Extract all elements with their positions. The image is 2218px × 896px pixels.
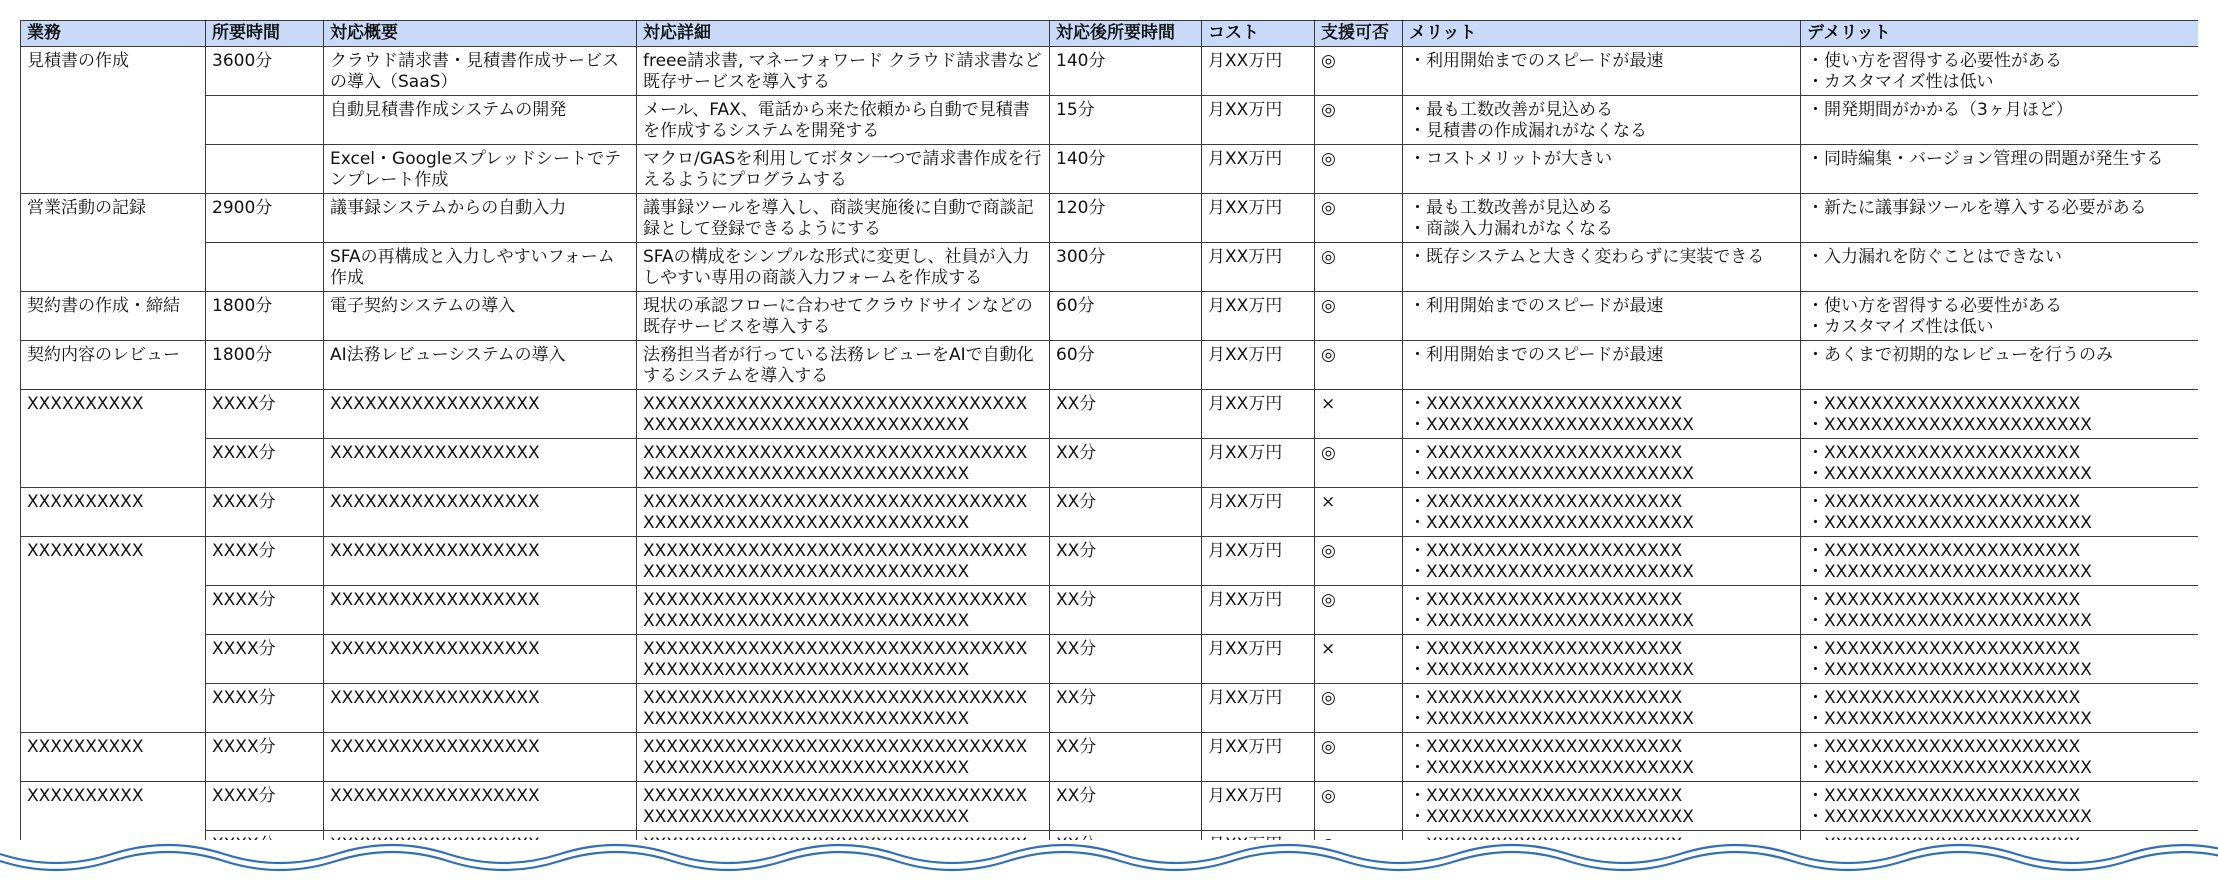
task-cell[interactable]: XXXXXXXXXX bbox=[21, 537, 206, 733]
demerit-cell[interactable]: ・開発期間がかかる（3ヶ月ほど） bbox=[1801, 96, 2199, 145]
merit-cell[interactable]: ・最も工数改善が見込める ・見積書の作成漏れがなくなる bbox=[1403, 96, 1801, 145]
demerit-cell[interactable]: ・新たに議事録ツールを導入する必要がある bbox=[1801, 194, 2199, 243]
cost-cell[interactable]: 月XX万円 bbox=[1202, 292, 1315, 341]
torn-edge-wave bbox=[0, 840, 2218, 896]
table-row bbox=[21, 782, 2199, 831]
summary-cell[interactable]: XXXXXXXXXXXXXXXXXX bbox=[324, 635, 637, 684]
detail-cell[interactable]: XXXXXXXXXXXXXXXXXXXXXXXXXXXXXXXXX XXXXXXXXXXXXXXXXXXXXXXXXXXXX bbox=[637, 390, 1050, 439]
detail-cell[interactable]: XXXXXXXXXXXXXXXXXXXXXXXXXXXXXXXXX XXXXXXXXXXXXXXXXXXXXXXXXXXXX bbox=[637, 439, 1050, 488]
summary-cell[interactable]: XXXXXXXXXXXXXXXXXX bbox=[324, 390, 637, 439]
table-row bbox=[21, 733, 2199, 782]
time-cell[interactable]: XXXX分 bbox=[206, 782, 324, 831]
cost-cell[interactable]: 月XX万円 bbox=[1202, 635, 1315, 684]
demerit-cell[interactable]: ・XXXXXXXXXXXXXXXXXXXXXX ・XXXXXXXXXXXXXXXXXXXXXXX bbox=[1801, 782, 2199, 831]
support-cell[interactable]: ◎ bbox=[1315, 292, 1403, 341]
detail-cell[interactable]: メール、FAX、電話から来た依頼から自動で見積書を作成するシステムを開発する bbox=[637, 96, 1050, 145]
time-cell[interactable]: XXXX分 bbox=[206, 390, 324, 439]
cost-cell[interactable]: 月XX万円 bbox=[1202, 96, 1315, 145]
summary-cell[interactable]: クラウド請求書・見積書作成サービスの導入（SaaS） bbox=[324, 47, 637, 96]
detail-cell[interactable]: XXXXXXXXXXXXXXXXXXXXXXXXXXXXXXXXX XXXXXXXXXXXXXXXXXXXXXXXXXXXX bbox=[637, 488, 1050, 537]
after-time-cell[interactable]: XX分 bbox=[1050, 488, 1202, 537]
time-cell[interactable]: XXXX分 bbox=[206, 733, 324, 782]
merit-cell[interactable]: ・最も工数改善が見込める ・商談入力漏れがなくなる bbox=[1403, 194, 1801, 243]
detail-cell[interactable]: SFAの構成をシンプルな形式に変更し、社員が入力しやすい専用の商談入力フォームを作成する bbox=[637, 243, 1050, 292]
table-row bbox=[21, 341, 2199, 390]
table-row bbox=[21, 684, 2199, 733]
cost-cell[interactable]: 月XX万円 bbox=[1202, 194, 1315, 243]
header-cell: 対応詳細 bbox=[637, 21, 1050, 47]
cost-cell[interactable]: 月XX万円 bbox=[1202, 782, 1315, 831]
table-row bbox=[21, 194, 2199, 243]
header-cell: 支援可否 bbox=[1315, 21, 1403, 47]
detail-cell[interactable]: マクロ/GASを利用してボタン一つで請求書作成を行えるようにプログラムする bbox=[637, 145, 1050, 194]
task-cell[interactable]: XXXXXXXXXX bbox=[21, 390, 206, 488]
after-time-cell[interactable]: 60分 bbox=[1050, 341, 1202, 390]
merit-cell[interactable]: ・XXXXXXXXXXXXXXXXXXXXXX ・XXXXXXXXXXXXXXXXXXXXXXX bbox=[1403, 782, 1801, 831]
demerit-cell[interactable]: ・XXXXXXXXXXXXXXXXXXXXXX ・XXXXXXXXXXXXXXXXXXXXXXX bbox=[1801, 586, 2199, 635]
header-cell: メリット bbox=[1403, 21, 1801, 47]
time-cell[interactable]: 2900分 bbox=[206, 194, 324, 243]
demerit-cell[interactable]: ・あくまで初期的なレビューを行うのみ bbox=[1801, 341, 2199, 390]
spreadsheet-table-area bbox=[20, 20, 2198, 855]
time-cell[interactable]: XXXX分 bbox=[206, 537, 324, 586]
support-cell[interactable]: ◎ bbox=[1315, 537, 1403, 586]
detail-cell[interactable]: 法務担当者が行っている法務レビューをAIで自動化するシステムを導入する bbox=[637, 341, 1050, 390]
summary-cell[interactable]: AI法務レビューシステムの導入 bbox=[324, 341, 637, 390]
table-row bbox=[21, 439, 2199, 488]
merit-cell[interactable]: ・XXXXXXXXXXXXXXXXXXXXXX ・XXXXXXXXXXXXXXXXXXXXXXX bbox=[1403, 439, 1801, 488]
after-time-cell[interactable]: 60分 bbox=[1050, 292, 1202, 341]
support-cell[interactable]: ◎ bbox=[1315, 145, 1403, 194]
cost-cell[interactable]: 月XX万円 bbox=[1202, 47, 1315, 96]
detail-cell[interactable]: XXXXXXXXXXXXXXXXXXXXXXXXXXXXXXXXX XXXXXXXXXXXXXXXXXXXXXXXXXXXX bbox=[637, 537, 1050, 586]
after-time-cell[interactable]: 140分 bbox=[1050, 47, 1202, 96]
after-time-cell[interactable]: XX分 bbox=[1050, 684, 1202, 733]
cost-cell[interactable]: 月XX万円 bbox=[1202, 684, 1315, 733]
summary-cell[interactable]: XXXXXXXXXXXXXXXXXX bbox=[324, 733, 637, 782]
summary-cell[interactable]: XXXXXXXXXXXXXXXXXX bbox=[324, 586, 637, 635]
merit-cell[interactable]: ・利用開始までのスピードが最速 bbox=[1403, 341, 1801, 390]
task-cell[interactable]: XXXXXXXXXX bbox=[21, 782, 206, 856]
demerit-cell[interactable]: ・XXXXXXXXXXXXXXXXXXXXXX ・XXXXXXXXXXXXXXXXXXXXXXX bbox=[1801, 439, 2199, 488]
task-cell[interactable]: XXXXXXXXXX bbox=[21, 733, 206, 782]
table-row bbox=[21, 390, 2199, 439]
after-time-cell[interactable]: 120分 bbox=[1050, 194, 1202, 243]
table-row bbox=[21, 537, 2199, 586]
time-cell[interactable]: XXXX分 bbox=[206, 635, 324, 684]
support-cell[interactable]: ◎ bbox=[1315, 684, 1403, 733]
time-cell[interactable] bbox=[206, 145, 324, 194]
after-time-cell[interactable]: XX分 bbox=[1050, 439, 1202, 488]
cost-cell[interactable]: 月XX万円 bbox=[1202, 341, 1315, 390]
after-time-cell[interactable]: 300分 bbox=[1050, 243, 1202, 292]
support-cell[interactable]: ◎ bbox=[1315, 586, 1403, 635]
merit-cell[interactable]: ・コストメリットが大きい bbox=[1403, 145, 1801, 194]
demerit-cell[interactable]: ・同時編集・バージョン管理の問題が発生する bbox=[1801, 145, 2199, 194]
cost-cell[interactable]: 月XX万円 bbox=[1202, 488, 1315, 537]
header-cell: デメリット bbox=[1801, 21, 2199, 47]
demerit-cell[interactable]: ・XXXXXXXXXXXXXXXXXXXXXX ・XXXXXXXXXXXXXXXXXXXXXXX bbox=[1801, 390, 2199, 439]
cost-cell[interactable]: 月XX万円 bbox=[1202, 537, 1315, 586]
header-cell: 対応概要 bbox=[324, 21, 637, 47]
merit-cell[interactable]: ・XXXXXXXXXXXXXXXXXXXXXX ・XXXXXXXXXXXXXXXXXXXXXXX bbox=[1403, 733, 1801, 782]
cost-cell[interactable]: 月XX万円 bbox=[1202, 733, 1315, 782]
table-row bbox=[21, 96, 2199, 145]
cost-cell[interactable]: 月XX万円 bbox=[1202, 439, 1315, 488]
summary-cell[interactable]: XXXXXXXXXXXXXXXXXX bbox=[324, 782, 637, 831]
time-cell[interactable]: 1800分 bbox=[206, 292, 324, 341]
support-cell[interactable]: ◎ bbox=[1315, 782, 1403, 831]
table-row bbox=[21, 488, 2199, 537]
table-body bbox=[21, 47, 2199, 856]
summary-cell[interactable]: XXXXXXXXXXXXXXXXXX bbox=[324, 537, 637, 586]
demerit-cell[interactable]: ・入力漏れを防ぐことはできない bbox=[1801, 243, 2199, 292]
cost-cell[interactable]: 月XX万円 bbox=[1202, 243, 1315, 292]
detail-cell[interactable]: freee請求書, マネーフォワード クラウド請求書など既存サービスを導入する bbox=[637, 47, 1050, 96]
detail-cell[interactable]: 現状の承認フローに合わせてクラウドサインなどの既存サービスを導入する bbox=[637, 292, 1050, 341]
support-cell[interactable]: ◎ bbox=[1315, 733, 1403, 782]
task-cell[interactable]: 見積書の作成 bbox=[21, 47, 206, 194]
time-cell[interactable] bbox=[206, 96, 324, 145]
table-row bbox=[21, 243, 2199, 292]
table-row bbox=[21, 47, 2199, 96]
demerit-cell[interactable]: ・使い方を習得する必要性がある ・カスタマイズ性は低い bbox=[1801, 47, 2199, 96]
merit-cell[interactable]: ・XXXXXXXXXXXXXXXXXXXXXX ・XXXXXXXXXXXXXXXXXXXXXXX bbox=[1403, 390, 1801, 439]
merit-cell[interactable]: ・既存システムと大きく変わらずに実装できる bbox=[1403, 243, 1801, 292]
after-time-cell[interactable]: XX分 bbox=[1050, 733, 1202, 782]
support-cell[interactable]: ◎ bbox=[1315, 194, 1403, 243]
demerit-cell[interactable]: ・XXXXXXXXXXXXXXXXXXXXXX ・XXXXXXXXXXXXXXXXXXXXXXX bbox=[1801, 488, 2199, 537]
support-cell[interactable]: × bbox=[1315, 390, 1403, 439]
table-row bbox=[21, 586, 2199, 635]
after-time-cell[interactable]: 140分 bbox=[1050, 145, 1202, 194]
merit-cell[interactable]: ・XXXXXXXXXXXXXXXXXXXXXX ・XXXXXXXXXXXXXXXXXXXXXXX bbox=[1403, 537, 1801, 586]
merit-cell[interactable]: ・XXXXXXXXXXXXXXXXXXXXXX ・XXXXXXXXXXXXXXXXXXXXXXX bbox=[1403, 684, 1801, 733]
support-cell[interactable]: × bbox=[1315, 635, 1403, 684]
merit-cell[interactable]: ・XXXXXXXXXXXXXXXXXXXXXX ・XXXXXXXXXXXXXXXXXXXXXXX bbox=[1403, 488, 1801, 537]
task-cell[interactable]: 契約内容のレビュー bbox=[21, 341, 206, 390]
time-cell[interactable]: XXXX分 bbox=[206, 439, 324, 488]
after-time-cell[interactable]: XX分 bbox=[1050, 635, 1202, 684]
support-cell[interactable]: ◎ bbox=[1315, 243, 1403, 292]
time-cell[interactable]: 1800分 bbox=[206, 341, 324, 390]
detail-cell[interactable]: XXXXXXXXXXXXXXXXXXXXXXXXXXXXXXXXX XXXXXXXXXXXXXXXXXXXXXXXXXXXX bbox=[637, 684, 1050, 733]
table-row bbox=[21, 292, 2199, 341]
summary-cell[interactable]: XXXXXXXXXXXXXXXXXX bbox=[324, 684, 637, 733]
support-cell[interactable]: ◎ bbox=[1315, 341, 1403, 390]
detail-cell[interactable]: XXXXXXXXXXXXXXXXXXXXXXXXXXXXXXXXX XXXXXXXXXXXXXXXXXXXXXXXXXXXX bbox=[637, 586, 1050, 635]
support-cell[interactable]: ◎ bbox=[1315, 47, 1403, 96]
detail-cell[interactable]: 議事録ツールを導入し、商談実施後に自動で商談記録として登録できるようにする bbox=[637, 194, 1050, 243]
demerit-cell[interactable]: ・XXXXXXXXXXXXXXXXXXXXXX ・XXXXXXXXXXXXXXXXXXXXXXX bbox=[1801, 733, 2199, 782]
demerit-cell[interactable]: ・XXXXXXXXXXXXXXXXXXXXXX ・XXXXXXXXXXXXXXXXXXXXXXX bbox=[1801, 537, 2199, 586]
merit-cell[interactable]: ・XXXXXXXXXXXXXXXXXXXXXX ・XXXXXXXXXXXXXXXXXXXXXXX bbox=[1403, 586, 1801, 635]
table-row bbox=[21, 145, 2199, 194]
time-cell[interactable]: XXXX分 bbox=[206, 684, 324, 733]
summary-cell[interactable]: 自動見積書作成システムの開発 bbox=[324, 96, 637, 145]
task-comparison-table bbox=[20, 20, 2198, 855]
summary-cell[interactable]: 議事録システムからの自動入力 bbox=[324, 194, 637, 243]
support-cell[interactable]: × bbox=[1315, 488, 1403, 537]
detail-cell[interactable]: XXXXXXXXXXXXXXXXXXXXXXXXXXXXXXXXX XXXXXXXXXXXXXXXXXXXXXXXXXXXX bbox=[637, 733, 1050, 782]
demerit-cell[interactable]: ・XXXXXXXXXXXXXXXXXXXXXX ・XXXXXXXXXXXXXXXXXXXXXXX bbox=[1801, 684, 2199, 733]
support-cell[interactable]: ◎ bbox=[1315, 439, 1403, 488]
summary-cell[interactable]: SFAの再構成と入力しやすいフォーム作成 bbox=[324, 243, 637, 292]
merit-cell[interactable]: ・XXXXXXXXXXXXXXXXXXXXXX ・XXXXXXXXXXXXXXXXXXXXXXX bbox=[1403, 635, 1801, 684]
summary-cell[interactable]: XXXXXXXXXXXXXXXXXX bbox=[324, 439, 637, 488]
time-cell[interactable]: 3600分 bbox=[206, 47, 324, 96]
table-row bbox=[21, 635, 2199, 684]
header-cell: コスト bbox=[1202, 21, 1315, 47]
task-cell[interactable]: 契約書の作成・締結 bbox=[21, 292, 206, 341]
header-row bbox=[21, 21, 2199, 47]
cost-cell[interactable]: 月XX万円 bbox=[1202, 145, 1315, 194]
merit-cell[interactable]: ・利用開始までのスピードが最速 bbox=[1403, 292, 1801, 341]
after-time-cell[interactable]: 15分 bbox=[1050, 96, 1202, 145]
after-time-cell[interactable]: XX分 bbox=[1050, 390, 1202, 439]
after-time-cell[interactable]: XX分 bbox=[1050, 586, 1202, 635]
summary-cell[interactable]: XXXXXXXXXXXXXXXXXX bbox=[324, 488, 637, 537]
detail-cell[interactable]: XXXXXXXXXXXXXXXXXXXXXXXXXXXXXXXXX XXXXXXXXXXXXXXXXXXXXXXXXXXXX bbox=[637, 782, 1050, 831]
header-cell: 所要時間 bbox=[206, 21, 324, 47]
task-cell[interactable]: XXXXXXXXXX bbox=[21, 488, 206, 537]
header-cell: 対応後所要時間 bbox=[1050, 21, 1202, 47]
cost-cell[interactable]: 月XX万円 bbox=[1202, 390, 1315, 439]
header-cell: 業務 bbox=[21, 21, 206, 47]
after-time-cell[interactable]: XX分 bbox=[1050, 782, 1202, 831]
cost-cell[interactable]: 月XX万円 bbox=[1202, 586, 1315, 635]
task-cell[interactable]: 営業活動の記録 bbox=[21, 194, 206, 292]
support-cell[interactable]: ◎ bbox=[1315, 96, 1403, 145]
summary-cell[interactable]: 電子契約システムの導入 bbox=[324, 292, 637, 341]
merit-cell[interactable]: ・利用開始までのスピードが最速 bbox=[1403, 47, 1801, 96]
summary-cell[interactable]: Excel・Googleスプレッドシートでテンプレート作成 bbox=[324, 145, 637, 194]
time-cell[interactable]: XXXX分 bbox=[206, 586, 324, 635]
demerit-cell[interactable]: ・使い方を習得する必要性がある ・カスタマイズ性は低い bbox=[1801, 292, 2199, 341]
time-cell[interactable] bbox=[206, 243, 324, 292]
demerit-cell[interactable]: ・XXXXXXXXXXXXXXXXXXXXXX ・XXXXXXXXXXXXXXXXXXXXXXX bbox=[1801, 635, 2199, 684]
time-cell[interactable]: XXXX分 bbox=[206, 488, 324, 537]
after-time-cell[interactable]: XX分 bbox=[1050, 537, 1202, 586]
detail-cell[interactable]: XXXXXXXXXXXXXXXXXXXXXXXXXXXXXXXXX XXXXXXXXXXXXXXXXXXXXXXXXXXXX bbox=[637, 635, 1050, 684]
